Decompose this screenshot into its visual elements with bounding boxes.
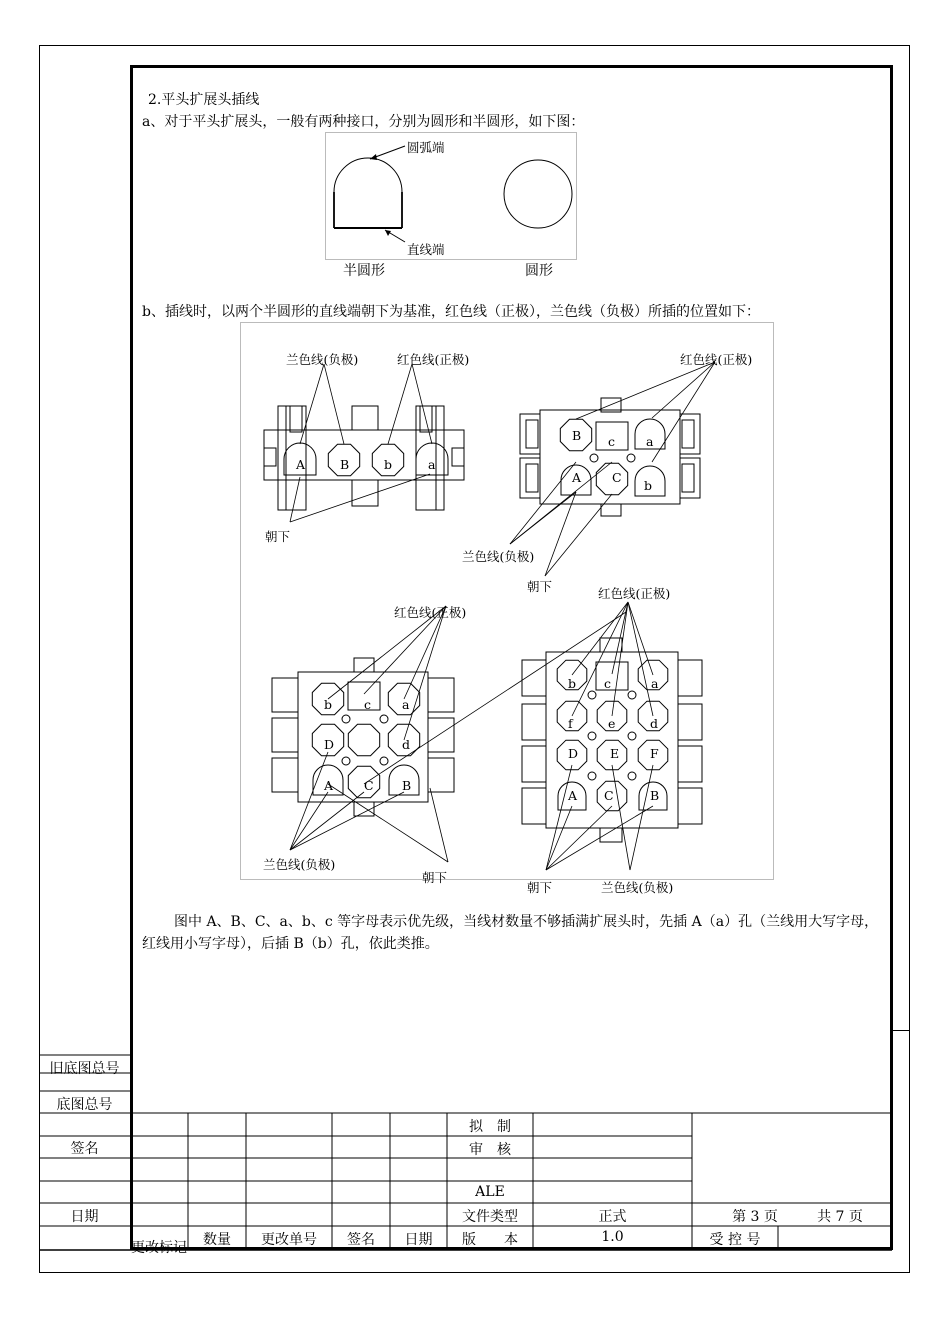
pin-label: B xyxy=(340,457,350,472)
semicircle-label: 半圆形 xyxy=(343,263,385,279)
pin-label: C xyxy=(612,470,622,485)
down-label: 朝下 xyxy=(527,579,553,594)
quantity-label: 数量 xyxy=(203,1232,231,1248)
pin-label: d xyxy=(402,737,411,752)
pin-label: C xyxy=(604,788,614,803)
pin-label: f xyxy=(568,716,573,731)
ale-label: ALE xyxy=(475,1184,505,1200)
pin-label: a xyxy=(402,697,410,712)
down-label: 朝下 xyxy=(422,870,448,885)
draft-label: 拟 制 xyxy=(469,1119,511,1135)
red-pos-label: 红色线(正极) xyxy=(598,586,671,601)
date-label: 日期 xyxy=(70,1209,99,1225)
down-label: 朝下 xyxy=(265,529,291,544)
pin-label: a xyxy=(646,434,654,449)
circle-label: 圆形 xyxy=(525,263,553,279)
paragraph-b: b、插线时，以两个半圆形的直线端朝下为基准，红色线（正极），兰色线（负极）所插的位置如下： xyxy=(142,304,760,320)
change-no-label: 更改单号 xyxy=(261,1232,317,1248)
blue-neg-label: 兰色线(负极) xyxy=(286,352,359,367)
pin-label: b xyxy=(324,697,333,712)
pin-label: c xyxy=(364,697,372,712)
version-value: 1.0 xyxy=(601,1229,624,1245)
pin-label: D xyxy=(324,737,335,752)
pin-label: b xyxy=(384,457,393,472)
pin-label: D xyxy=(568,746,579,761)
sign-label: 签名 xyxy=(70,1141,99,1157)
red-pos-label: 红色线(正极) xyxy=(680,352,753,367)
version-label: 版 本 xyxy=(462,1232,518,1248)
pin-label: E xyxy=(610,746,620,761)
pin-label: d xyxy=(650,716,659,731)
pin-label: C xyxy=(364,778,374,793)
pin-label: a xyxy=(651,676,659,691)
review-label: 审 核 xyxy=(469,1142,511,1158)
pin-label: A xyxy=(572,470,582,485)
down-label: 朝下 xyxy=(527,880,553,895)
page-number: 第 3 页 xyxy=(732,1209,778,1225)
sign2-label: 签名 xyxy=(347,1232,375,1248)
file-type-value: 正式 xyxy=(598,1209,627,1225)
pin-label: A xyxy=(568,788,578,803)
red-pos-label: 红色线(正极) xyxy=(397,352,470,367)
file-type-label: 文件类型 xyxy=(462,1209,518,1225)
pin-label: b xyxy=(568,676,577,691)
page-total: 共 7 页 xyxy=(817,1209,863,1225)
pin-label: B xyxy=(402,778,412,793)
pin-label: b xyxy=(644,478,653,493)
change-mark-label: 更改标记 xyxy=(131,1240,187,1256)
straight-end-label: 直线端 xyxy=(407,242,445,257)
arc-end-label: 圆弧端 xyxy=(407,140,445,155)
pin-label: A xyxy=(296,457,306,472)
blue-neg-label: 兰色线(负极) xyxy=(462,549,535,564)
blue-neg-label: 兰色线(负极) xyxy=(263,857,336,872)
base-total-label: 底图总号 xyxy=(56,1097,113,1113)
old-total-label: 旧底图总号 xyxy=(49,1061,120,1077)
paragraph-c: 图中 A、B、C、a、b、c 等字母表示优先级，当线材数量不够插满扩展头时，先插 A（a）孔（兰线用大写字母，红线用小写字母），后插 B（b）孔，依此类推。 xyxy=(142,914,879,952)
controlled-no-label: 受 控 号 xyxy=(709,1232,761,1248)
pin-label: F xyxy=(650,746,659,761)
date2-label: 日期 xyxy=(404,1232,433,1248)
blue-neg-label: 兰色线(负极) xyxy=(601,880,674,895)
pin-label: c xyxy=(608,434,616,449)
pin-label: e xyxy=(608,716,616,731)
pin-label: c xyxy=(604,676,612,691)
pin-label: B xyxy=(650,788,660,803)
pin-label: A xyxy=(324,778,334,793)
red-pos-label: 红色线(正极) xyxy=(394,605,467,620)
paragraph-a: a、对于平头扩展头，一般有两种接口，分别为圆形和半圆形，如下图： xyxy=(142,114,585,130)
pin-label: a xyxy=(428,457,436,472)
pin-label: B xyxy=(572,428,582,443)
section-title: 2.平头扩展头插线 xyxy=(148,92,260,108)
